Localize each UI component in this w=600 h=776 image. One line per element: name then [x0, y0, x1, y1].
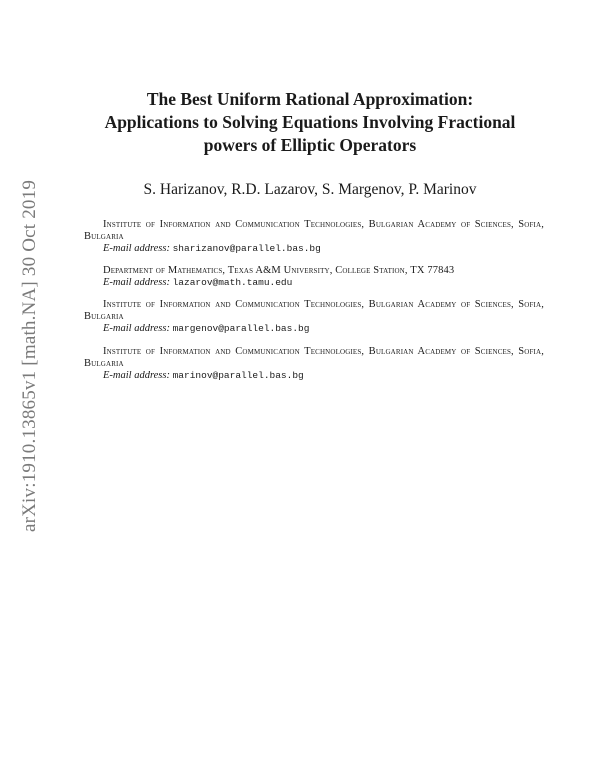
paper-title [60, 88, 560, 157]
affiliation-institution: Institute of Information and Communication Technologies, Bulgarian Academy of Sciences, Sofia, Bulgaria [84, 219, 544, 242]
affiliation-institution: Institute of Information and Communication Technologies, Bulgarian Academy of Sciences, Sofia, Bulgaria [84, 346, 544, 369]
affiliation-block [84, 299, 544, 335]
email-line [84, 277, 544, 289]
email-label: E-mail address: [103, 277, 170, 288]
email-label: E-mail address: [103, 323, 170, 334]
email-link[interactable]: lazarov@math.tamu.edu [172, 277, 293, 288]
email-line [84, 370, 544, 382]
email-link[interactable]: marinov@parallel.bas.bg [172, 370, 304, 381]
title-line: Applications to Solving Equations Involving Fractional [104, 112, 516, 132]
arxiv-identifier-stamp: arXiv:1910.13865v1 [math.NA] 30 Oct 2019 [19, 179, 40, 533]
email-link[interactable]: margenov@parallel.bas.bg [172, 323, 310, 334]
affiliation-block [84, 265, 544, 289]
affiliation-institution: Institute of Information and Communication Technologies, Bulgarian Academy of Sciences, Sofia, Bulgaria [84, 299, 544, 322]
title-line: The Best Uniform Rational Approximation: [146, 89, 474, 109]
email-line [84, 243, 544, 255]
affiliation-block [84, 219, 544, 255]
email-label: E-mail address: [103, 243, 170, 254]
email-label: E-mail address: [103, 370, 170, 381]
author-list: S. Harizanov, R.D. Lazarov, S. Margenov, P. Marinov [143, 181, 477, 198]
affiliation-institution: Department of Mathematics, Texas A&M University, College Station, TX 77843 [103, 265, 455, 276]
affiliation-block [84, 346, 544, 382]
email-line [84, 323, 544, 335]
title-line: powers of Elliptic Operators [203, 135, 417, 155]
email-link[interactable]: sharizanov@parallel.bas.bg [172, 243, 321, 254]
